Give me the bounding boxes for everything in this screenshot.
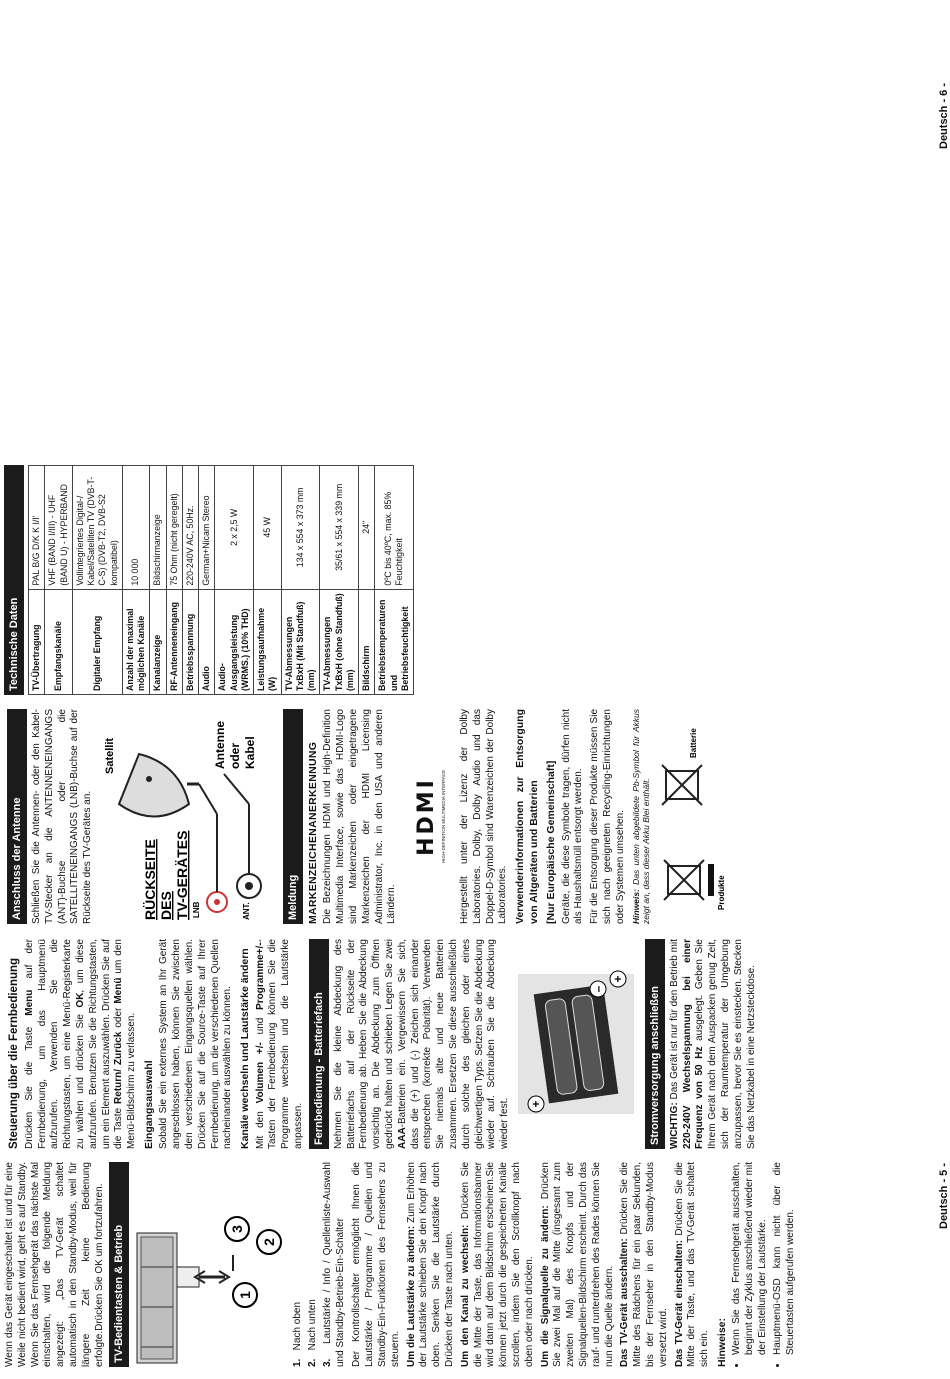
disposal-title: Verwenderinformationen zur Entsorgung von Altgeräten und Batterien [514, 709, 540, 924]
spec-table [28, 465, 414, 695]
section-title-tv-buttons: TV-Bedientasten & Betrieb [109, 1162, 129, 1367]
spec-row [199, 466, 215, 695]
callout-3: 3 [229, 1225, 246, 1233]
battery-illustration [516, 939, 641, 1149]
spec-value: 0ºC bis 40ºC, max. 85% Feuchtigkeit [375, 466, 414, 590]
channel-volume-text: Mit den Volumen +/- und Programme+/--Tasten der Fernbedienung können Sie die Programme wechseln und die Lautstärke anpassen. [254, 939, 304, 1149]
channel-volume-title: Kanäle wechseln und Lautstärke ändern [239, 948, 252, 1149]
spec-row [150, 466, 166, 695]
eu-text-1: Geräte, die diese Symbole tragen, dürfen nicht als Haushaltsmüll entsorgt werden. [560, 709, 585, 924]
pb-note: Hinweis: Das unten abgebildete Pb-Symbol für Akkus zeigt an, dass dieser Akku Blei enthält. [630, 709, 652, 924]
spec-row [166, 466, 182, 695]
power-text: WICHTIG: Das Gerät ist nur für den Betrieb mit 220-240V Wechselspannung bei einer Frequenz von 50 Hz ausgelegt. Geben Sie Ihrem Gerät nach dem Auspacken genug Zeit, sich der Raumtemperatur der Umgebung anzupassen, bevor Sie es einstecken. Stecken Sie das Netzkabel in eine Netzsteckdose. [668, 939, 757, 1149]
spec-value: 2 x 2,5 W [215, 466, 254, 590]
remote-control-title: Steuerung über die Fernbedienung [8, 957, 20, 1149]
spec-key: Bildschirm [359, 589, 375, 694]
antenna-label-1: Antenne [213, 721, 228, 769]
spec-row [182, 466, 198, 695]
spec-key: Empfangskanäle [45, 589, 73, 694]
spec-value: 220-240V AC, 50Hz. [182, 466, 198, 590]
battery-drawing [516, 944, 636, 1144]
antenna-drawing [99, 709, 274, 924]
power-section-title: Stromversorgung anschließen [645, 939, 665, 1149]
page-footer-5: Deutsch - 5 - [938, 1162, 950, 1229]
controller-text: Der Kontrollschalter ermöglicht Ihnen die Lautstärke / Programme / Quellen und Standby-Ein-Funktionen des Fernsehers zu steuern. [351, 1162, 401, 1367]
notice-section-title: Meldung [283, 709, 303, 924]
control-list [292, 1162, 347, 1367]
back-label-1: RÜCKSEITE [142, 839, 159, 920]
battery-text: Nehmen Sie die kleine Abdeckung des Batteriefachs auf der Rückseite der Fernbedienung ab. Heben Sie die Abdeckung vorsichtig an. Die Abdeckung zum Öffnen gedrückt halten und schieben Legen Sie zwei AAA-Batterien ein. Vergewissern Sie sich, dass die (+) und (-) Zeichen sich einander entsprechen (korrekte Polarität). Verwenden Sie niemals alte und neue Batterien zusammen. Ersetzen Sie diese ausschließlich durch solche des gleichen oder eines gleichwertigen Typs. Setzen Sie die Abdeckung wieder auf. Schrauben Sie die Abdeckung wieder fest. [332, 939, 511, 1149]
eu-text-2: Für die Entsorgung dieser Produkte müssen Sie sich nach geeigneten Recycling-Einrichtungen oder Systemen umsehen. [589, 709, 626, 924]
spec-value: 24" [359, 466, 375, 590]
column-3 [4, 709, 735, 924]
off-paragraph: Das TV-Gerät ausschalten: Drücken Sie die Mitte des Rädchens für ein paar Sekunden, bis der Fernseher in den Standby-Modus versetzt wird. [619, 1161, 669, 1367]
spec-value: 75 Ohm (nicht geregelt) [166, 466, 182, 590]
spec-key: Leistungsaufnahme (W) [254, 589, 282, 694]
spec-key: Kanalanzeige [150, 589, 166, 694]
weee-symbols [656, 709, 726, 924]
spec-row [359, 466, 375, 695]
antenna-text: Schließen Sie die Antennen- oder den Kabel-TV-Stecker an die ANTENNENEINGANGS (ANT)-Buchse oder die SATELLITENEINGANGS (LNB)-Buchse auf der Rückseite des TV-Gerätes an. [31, 709, 94, 924]
spec-value: 35/61 x 554 x 339 mm [320, 466, 359, 590]
on-paragraph: Das TV-Gerät einschalten: Drücken Sie die Mitte der Taste, und das TV-Gerät schaltet sich ein. [673, 1162, 711, 1367]
list-item: 2. Nach unten [307, 1299, 319, 1367]
products-label: Produkte [717, 875, 727, 910]
column-4 [4, 465, 414, 695]
callout-2: 2 [261, 1238, 278, 1246]
svg-text:+: + [528, 1100, 543, 1108]
disposal-symbols [656, 709, 731, 924]
notes-title: Hinweise: [715, 1317, 728, 1367]
satellite-dish-icon [119, 754, 189, 817]
column-2 [4, 939, 761, 1149]
input-selection-title: Eingangsauswahl [142, 1060, 155, 1149]
antenna-label-2: oder [228, 742, 243, 769]
trademark-text: Die Bezeichnungen HDMI und High-Definition Multimedia Interface, sowie das HDMI-Logo sind Markenzeichen oder eingetragene Markenzeichen der HDMI Licensing Administrator, Inc. in den USA und anderen Ländern. [322, 709, 398, 924]
notes-list [731, 1162, 797, 1367]
weee-battery-icon [662, 765, 702, 805]
lnb-label: LNB [192, 901, 202, 918]
spec-key: Audio-Ausgangsleistung (WRMS.) (10% THD) [215, 589, 254, 694]
spec-key: TV-Abmessungen TxBxH (Mit Standfuß) (mm) [281, 589, 320, 694]
hdmi-logo-text: HDMI [414, 777, 440, 856]
hdmi-logo [413, 709, 447, 924]
spec-value: Vollintegriertes Digital-/ Kabel/Satelliten TV (DVB-T-C-S) (DVB-T2, DVB-S2 kompatibel) [72, 466, 122, 590]
weee-product-icon [664, 860, 714, 900]
satellite-label: Satellit [104, 737, 117, 774]
note-item: • Hauptmenü-OSD kann nicht über die Steuertasten aufgerufen werden. [772, 1162, 798, 1355]
spec-value: Bildschirmanzeige [150, 466, 166, 590]
column-1 [4, 1162, 799, 1367]
spec-row [29, 466, 45, 695]
list-item: 1. Nach oben [292, 1301, 304, 1367]
spec-key: RF-Antenneneingang [166, 589, 182, 694]
battery-label: Batterie [689, 728, 699, 758]
spec-value: PAL B/G D/K K I/I' [29, 466, 45, 590]
spec-key: Betriebstemperaturen und Betriebsfeuchtigkeit [375, 589, 414, 694]
spec-row [45, 466, 73, 695]
antenna-label-3: Kabel [243, 736, 258, 769]
spec-section-title: Technische Daten [4, 465, 24, 695]
spec-key: Anzahl der maximal möglichen Kanäle [122, 589, 150, 694]
svg-text:–: – [590, 985, 605, 993]
spec-row [72, 466, 122, 695]
page-footer-6: Deutsch - 6 - [938, 82, 950, 149]
remote-control-text: Drücken Sie die Taste Menu auf der Fernbedienung, um das Hauptmenü aufzurufen. Verwenden Sie die Richtungstasten, um eine Menü-Registerkarte zu wählen und drücken Sie OK, um diese aufzurufen. Benutzen Sie die Richtungstasten, um ein Element auszuwählen. Drücken Sie auf die Taste Return/ Zurück oder Menü um den Menü-Bildschirm zu verlassen. [23, 939, 138, 1149]
spec-row [254, 466, 282, 695]
input-selection-text: Sobald Sie ein externes System an Ihr Gerät angeschlossen haben, können Sie zwischen den verschiedenen Eingangsquellen wählen. Drücken Sie auf die Source-Taste auf Ihrer Fernbedienung, um die verschiedenen Quellen nacheinander auswählen zu können. [158, 939, 234, 1149]
trademark-title: MARKENZEICHENANERKENNUNG [306, 741, 319, 924]
channel-paragraph: Um den Kanal zu wechseln: Drücken Sie die Mitte der Taste, das Informationsbanner wird dann auf dem Bildschirm erscheinen.Sie können jetzt durch die gespeicherten Kanäle scrollen, indem Sie den Scrollknopf nach oben oder nach drücken. [459, 1161, 535, 1367]
spec-key: TV-Übertragung [29, 589, 45, 694]
spec-value: German+Nicam Stereo [199, 466, 215, 590]
list-item: 3. Lautstärke / Info / Quellenliste-Auswahl und Standby-Betrieb-Ein-Schalter [321, 1162, 346, 1367]
source-paragraph: Um die Signalquelle zu ändern: Drücken Sie zwei Mal auf die Mitte (insgesamt zum zweiten Mal) des Knopfs und der Signalquellen-Bildschirm erscheint. Durch das rauf- und runterdrehen des Rades können Sie nun die Quelle ändern. [539, 1162, 615, 1367]
spec-row [122, 466, 150, 695]
callout-1: 1 [237, 1291, 254, 1299]
spec-row [215, 466, 254, 695]
back-label-2: DES [158, 891, 175, 920]
antenna-illustration [99, 709, 279, 924]
tv-control-illustration [133, 1162, 288, 1367]
standby-intro: Wenn das Gerät eingeschaltet ist und für eine Weile nicht bedient wird, geht es auf Standby. Wenn Sie das Fernsehgerät das nächste Mal einschalten, wird die folgende Meldung angezeigt: „Das TV-Gerät schaltet automatisch in den Standby-Modus, weil für längere Zeit keine Bedienung erfolgte.Drücken Sie OK um fortzufahren. [4, 1162, 105, 1367]
back-label-3: TV-GERÄTES [174, 830, 191, 920]
volume-paragraph: Um die Lautstärke zu ändern: Zum Erhöhen der Lautstärke schieben Sie den Knopf nach oben. Senken Sie die Lautstärke durch Drücken der Taste nach unten. [405, 1162, 456, 1367]
antenna-section-title: Anschluss der Antenne [7, 709, 27, 924]
note-item: • Wenn Sie das Fernsehgerät ausschalten, beginnt der Zyklus anschließend wieder mit der Einstellung der Lautstärke. [731, 1162, 769, 1355]
tv-control-drawing [133, 1162, 283, 1367]
battery-section-title: Fernbedienung - Batteriefach [309, 939, 329, 1149]
spec-value: 45 W [254, 466, 282, 590]
ant-label: ANT. [242, 902, 252, 920]
spec-value: VHF (BAND I/III) - UHF (BAND U) - HYPERBAND [45, 466, 73, 590]
spec-value: 134 x 554 x 373 mm [281, 466, 320, 590]
spec-key: Betriebsspannung [182, 589, 198, 694]
svg-text:+: + [610, 975, 625, 983]
spec-row [281, 466, 320, 695]
spec-key: Audio [199, 589, 215, 694]
spec-key: Digitaler Empfang [72, 589, 122, 694]
spec-key: TV-Abmessungen TxBxH (ohne Standfuß) (mm) [320, 589, 359, 694]
eu-title: [Nur Europäische Gemeinschaft] [545, 760, 558, 924]
spec-value: 10 000 [122, 466, 150, 590]
spec-row [320, 466, 359, 695]
spec-row [375, 466, 414, 695]
dolby-text: Hergestellt unter der Lizenz der Dolby Laboratories. Dolby, Dolby Audio und das Doppel-D-Symbol sind Warenzeichen der Dolby Laboratories. [459, 709, 509, 924]
hdmi-logo-sub: HIGH-DEFINITION MULTIMEDIA INTERFACE [441, 769, 447, 864]
